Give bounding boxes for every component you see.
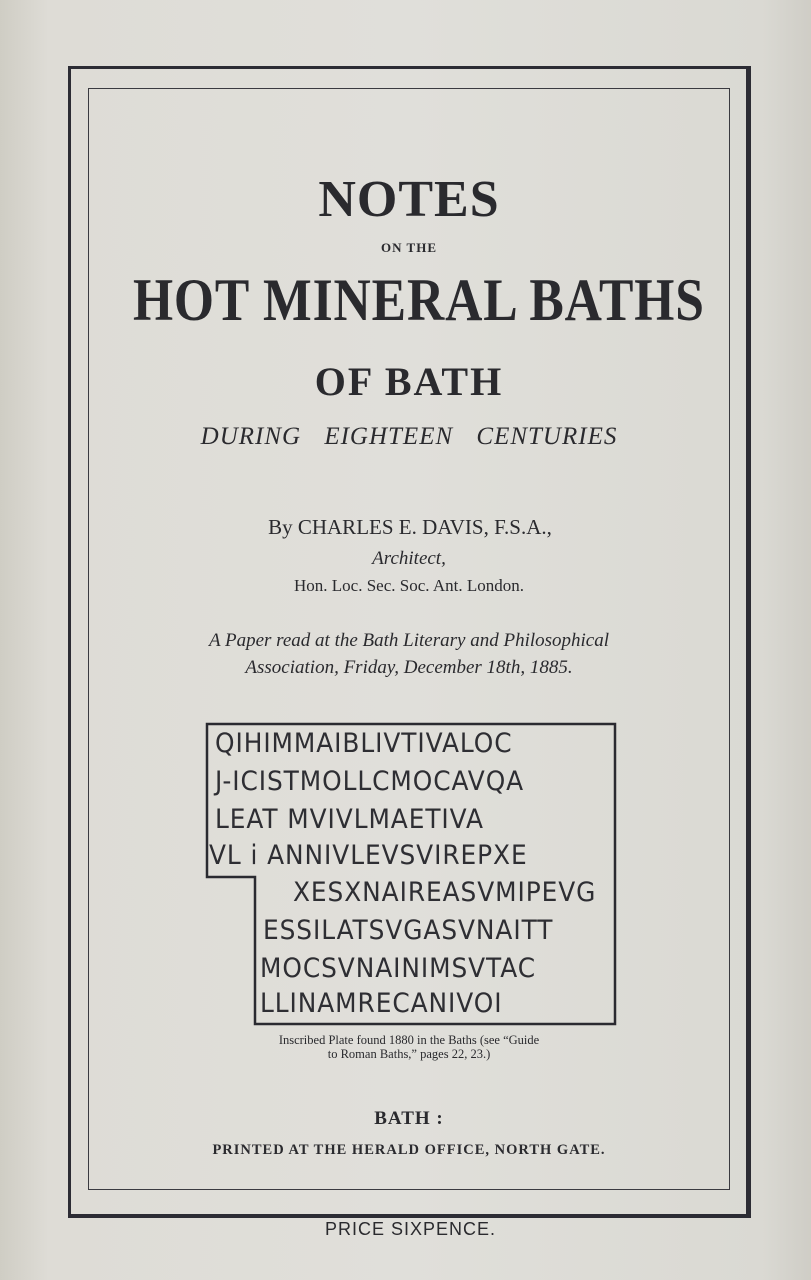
plate-caption-line-1: Inscribed Plate found 1880 in the Baths (see “Guide — [278, 1033, 540, 1047]
inscription-line: QIHIMMAIBLIVTIVALOC — [215, 728, 513, 759]
imprint-place: BATH : — [374, 1108, 444, 1129]
title-notes: NOTES — [318, 171, 500, 228]
price: PRICE SIXPENCE. — [324, 1219, 497, 1239]
author-name: CHARLES E. DAVIS, F.S.A., — [297, 515, 552, 539]
title-of-bath: OF BATH — [314, 359, 504, 404]
inscription-line: LLINAMRECANIVOI — [260, 988, 503, 1019]
title-on-the: ON THE — [381, 240, 437, 255]
plate-caption-line-2: to Roman Baths,” pages 22, 23.) — [327, 1047, 491, 1061]
subtitle: DURING EIGHTEEN CENTURIES — [200, 423, 618, 450]
inscription-line: VL i ANNIVLEVSVIREPXE — [209, 840, 528, 871]
paper-read-line-2: Association, Friday, December 18th, 1885. — [245, 657, 573, 678]
author-profession: Architect, — [372, 548, 446, 569]
inscription-line: MOCSVNAINIMSVTAC — [260, 953, 536, 984]
imprint-printer: PRINTED AT THE HERALD OFFICE, NORTH GATE. — [212, 1142, 606, 1158]
inscription-line: J-ICISTMOLLCMOCAVQA — [215, 766, 525, 797]
title-main: HOT MINERAL BATHS — [132, 267, 705, 333]
author-line — [120, 515, 700, 540]
inscription-line: ESSILATSVGASVNAITT — [263, 915, 554, 946]
author-position: Hon. Loc. Sec. Soc. Ant. London. — [294, 576, 524, 595]
paper-read-line-1: A Paper read at the Bath Literary and Philosophical — [208, 630, 610, 651]
inscription-line: XESXNAIREASVMIPEVG — [293, 877, 597, 908]
inscription-line: LEAT MVIVLMAETIVA — [215, 804, 484, 835]
author-by: By — [268, 515, 293, 539]
inscribed-plate — [205, 722, 620, 1027]
